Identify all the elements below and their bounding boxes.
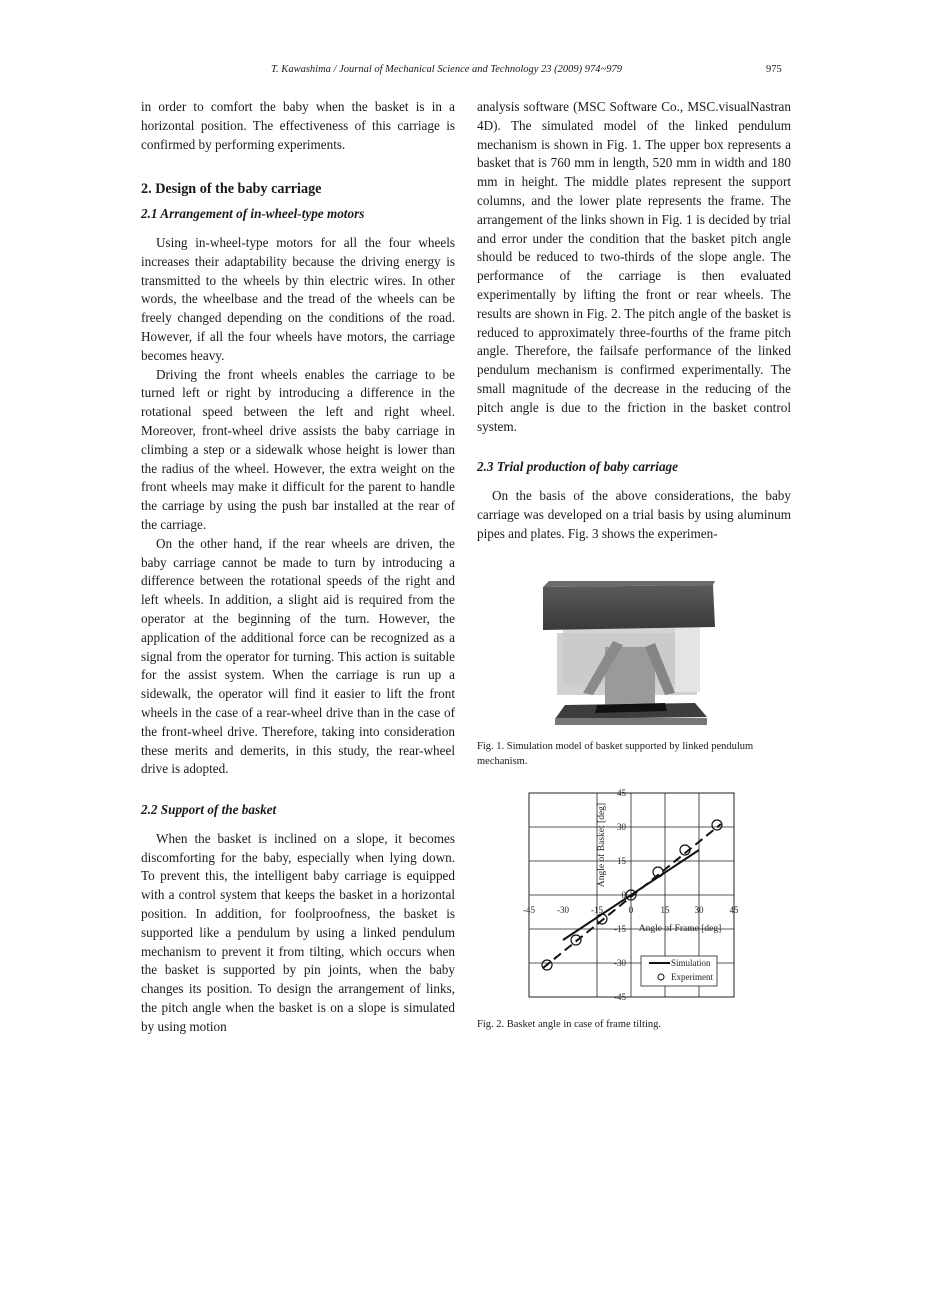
svg-text:Simulation: Simulation (671, 958, 711, 968)
svg-text:-30: -30 (614, 958, 626, 968)
section-2-3-heading: 2.3 Trial production of baby carriage (477, 459, 678, 475)
paragraph: analysis software (MSC Software Co., MSC.visualNastran 4D). The simulated model of the linked pendulum mechanism is shown in Fig. 1. The upper box represents a basket that is 760 mm in length, 520 mm in width and 180 mm in height. The middle plates represent the support columns, and the lower plate represents the frame. The arrangement of the links shown in Fig. 1 is decided by trial and error under the condition that the basket pitch angle should be reduced to two-thirds of the slope angle. The performance of the carriage is then evaluated experimentally by lifting the front or rear wheels. The results are shown in Fig. 2. The pitch angle of the basket is reduced to approximately three-fourths of the frame pitch angle. Therefore, the failsafe performance of the linked pendulum mechanism is confirmed experimentally. The small magnitude of the decrease in the reducing of the pitch angle is due to the friction in the basket control system. (477, 99, 791, 434)
left-column (141, 98, 455, 1037)
right-column (477, 98, 791, 544)
paragraph: Using in-wheel-type motors for all the four wheels increases their adaptability because the driving energy is transmitted to the wheels by thin electric wires. In other words, the wheelbase and the tread of the wheels can be freely changed depending on the conditions of the road. However, if all the four wheels have motors, the carriage becomes heavy. (141, 234, 455, 363)
paragraph: On the other hand, if the rear wheels are driven, the baby carriage cannot be made to turn by introducing a difference between the rotational speeds of the right and left wheels. In addition, a slight aid is required from the operator at the beginning of the turn. However, the application of the additional force can be recognized as a signal from the operator for turning. This action is suitable for the assist system. When the carriage is run up a sidewalk, the operator will find it easier to lift the front wheels in the case of a rear-wheel drive than in the case of the front-wheel drive. Therefore, taking into consideration these merits and demerits, in this study, the rear-wheel drive is adopted. (141, 535, 455, 777)
svg-text:30: 30 (617, 822, 626, 832)
svg-text:-45: -45 (523, 905, 535, 915)
intro-tail-paragraph: in order to comfort the baby when the basket is in a horizontal position. The effectiveness of this carriage is confirmed by performing experiments. (141, 99, 455, 152)
section-2-2-heading: 2.2 Support of the basket (141, 802, 277, 818)
svg-text:0: 0 (621, 890, 626, 900)
running-title: T. Kawashima / Journal of Mechanical Science and Technology 23 (2009) 974~979 (271, 64, 622, 75)
fig2-caption: Fig. 2. Basket angle in case of frame tilting. (477, 1019, 661, 1030)
svg-text:45: 45 (617, 788, 626, 798)
svg-text:0: 0 (628, 905, 634, 915)
svg-text:-45: -45 (614, 992, 626, 1002)
section-2-heading: 2. Design of the baby carriage (141, 181, 322, 198)
svg-text:45: 45 (729, 905, 739, 915)
svg-text:15: 15 (660, 905, 670, 915)
fig1-caption: Fig. 1. Simulation model of basket supported by linked pendulum mechanism. (477, 741, 754, 767)
svg-text:15: 15 (617, 856, 626, 866)
page-number: 975 (766, 64, 782, 75)
paragraph: Driving the front wheels enables the carriage to be turned left or right by introducing a difference in the rotational speed between the left and right wheel. Moreover, front-wheel drive assists the baby carriage in climbing a step or a sidewalk whose height is lower than the radius of the wheel. However, the extra weight on the front wheels may make it difficult for the parent to handle the carriage by using the push bar installed at the rear of the carriage. (141, 366, 455, 532)
svg-text:-30: -30 (557, 905, 569, 915)
paragraph: On the basis of the above considerations, the baby carriage was developed on a trial basis by using aluminum pipes and plates. Fig. 3 shows the experimen- (477, 488, 791, 541)
paragraph: When the basket is inclined on a slope, it becomes discomforting for the baby, especially when lying down. To prevent this, the intelligent baby carriage is equipped with a control system that keeps the basket in a horizontal position. In addition, for foolproofness, the basket is supported like a pendulum by using a linked pendulum mechanism to prevent it from tilting, which occurs when the basket is supported by pin joints, when the baby changes its position. To design the arrangement of links, the pitch angle when the basket is on a slope is simulated by using motion (141, 830, 455, 1034)
svg-text:Experiment: Experiment (671, 972, 713, 982)
svg-text:-15: -15 (614, 924, 626, 934)
svg-text:-15: -15 (591, 905, 603, 915)
svg-text:Angle of Basket [deg]: Angle of Basket [deg] (597, 802, 607, 888)
svg-text:30: 30 (694, 905, 704, 915)
fig1-simulation-model-image (535, 575, 725, 730)
section-2-1-heading: 2.1 Arrangement of in-wheel-type motors (141, 206, 365, 222)
fig2-basket-angle-chart (515, 785, 745, 1010)
svg-text:Angle of Frame [deg]: Angle of Frame [deg] (638, 924, 722, 934)
